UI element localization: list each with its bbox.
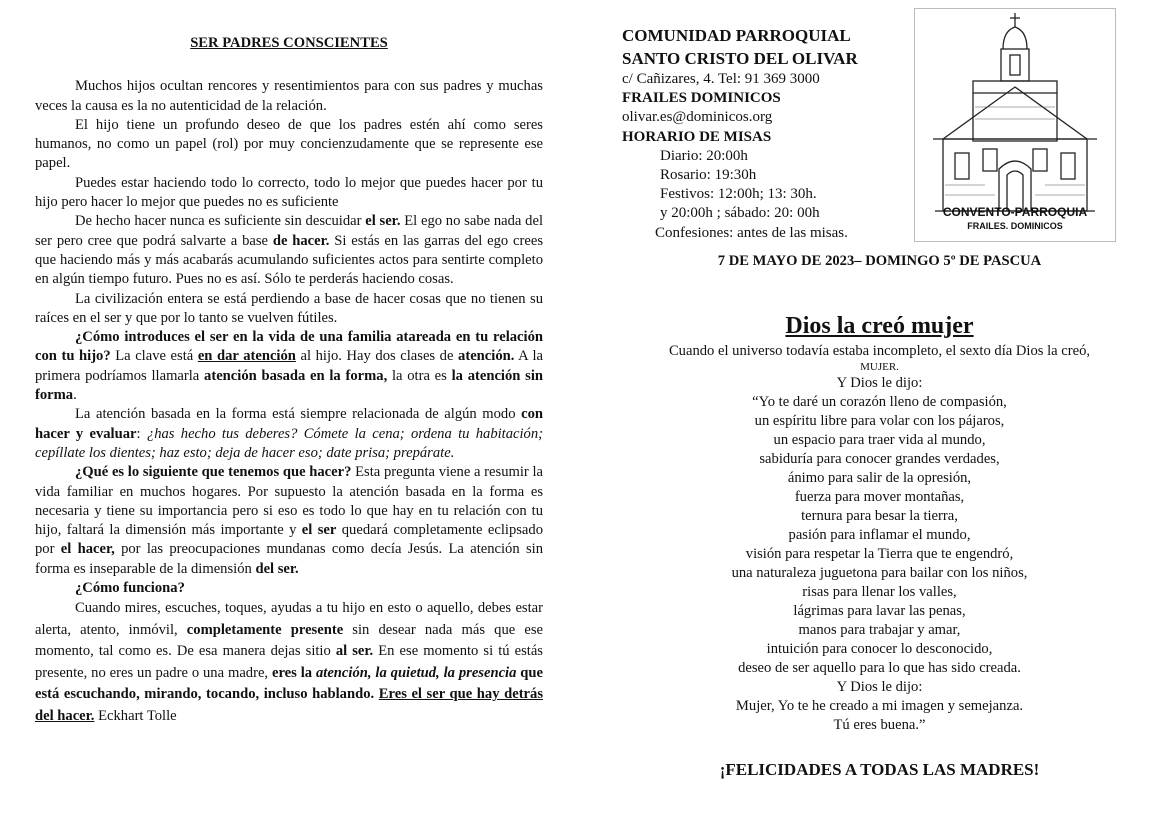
text-run: En ese momento si tú estás presente, no eres un padre o una madre, [35,643,543,681]
text-run-bold-italic: atención, la quietud, la presencia [315,664,517,681]
schedule-title: HORARIO DE MISAS [622,128,772,145]
poem-line: “Yo te daré un corazón lleno de compasión, [752,394,1007,410]
church-illustration [914,8,1116,242]
image-caption-2: FRAILES. DOMINICOS [967,221,1063,231]
poem [622,312,1137,735]
parish-header [622,24,907,243]
paragraph-7 [35,405,543,463]
text-run-italic: ¿has hecho tus deberes? Cómete la cena; ordena tu habitación; cepíllate los dientes; haz esto; deja de hacer eso; date prisa; prepárate. [35,425,544,461]
text-run-bold: completamente presente [186,621,344,638]
article-column [35,34,543,727]
text-run-bold: ¿Cómo funciona? [75,580,185,597]
schedule-line: Diario: 20:00h [660,147,748,164]
poem-line: ánimo para salir de la opresión, [787,470,972,486]
poem-line: sabiduría para conocer grandes verdades, [759,451,1000,467]
text-run-bold: del ser. [255,560,299,577]
paragraph-2: El hijo tiene un profundo deseo de que los padres estén ahí como seres humanos, no como un papel (rol) por muy concienzudamente que se represente ese papel. [35,116,543,172]
confessions: Confesiones: antes de las misas. [655,224,848,241]
text-run: sin desear nada más que ese momento, tal como es. De esa manera dejas sitio [35,621,544,660]
text-run: : [136,425,147,442]
poem-line: Y Dios le dijo: [836,679,923,695]
poem-line: una naturaleza juguetona para bailar con los niños, [731,565,1028,581]
paragraph-5: La civilización entera se está perdiendo a base de hacer cosas que no tienen su raíces en el ser y que por lo tanto se vuelven fútiles. [35,290,543,326]
date-line: 7 DE MAYO DE 2023– DOMINGO 5º DE PASCUA [717,253,1042,269]
text-run: Cuando mires, escuches, toques, ayudas a tu hijo en esto o aquello, debes estar alerta, atento, inmóvil, [35,600,543,638]
text-run-bold: con hacer y evaluar [35,406,543,442]
poem-intro: Cuando el universo todavía estaba incompleto, el sexto día Dios la creó, [668,343,1091,359]
text-run: La atención basada en la forma está siempre relacionada de algún modo [75,406,522,423]
text-run-bold: el hacer, [60,541,115,558]
paragraph-10 [35,598,543,727]
paragraph-6 [35,328,543,405]
text-run: La clave está [110,348,198,365]
schedule-line: Festivos: 12:00h; 13: 30h. [660,186,817,203]
schedule-line: Rosario: 19:30h [660,167,757,184]
text-run: quedará completamente eclipsado por [35,522,543,558]
poem-line: Tú eres buena.” [833,717,926,733]
text-run-bold: el ser [301,522,337,539]
poem-line: ternura para besar la tierra, [801,508,958,524]
text-run-bold: que está escuchando, mirando, tocando, incluso hablando. [35,664,544,703]
closing-greeting: ¡FELICIDADES A TODAS LAS MADRES! [719,760,1040,779]
poem-line: risas para llenar los valles, [802,584,957,600]
text-run: El ego no sabe nada del ser pero cree que podrá salvarte a base [35,213,543,249]
image-caption-1: CONVENTO-PARROQUIA [942,205,1088,219]
text-run-bold: de hacer. [272,232,330,249]
text-run-bold-underline: en dar atención [197,348,296,365]
paragraph-1: Muchos hijos ocultan rencores y resentimientos para con sus padres y muchas veces la causa es la no autenticidad de la relación. [35,78,543,114]
text-run: De hecho hacer nunca es suficiente sin descuidar [75,213,366,230]
text-run: Esta pregunta viene a resumir la vida familiar en muchos hogares. Por supuesto la atención basada en la forma es necesaria y tiene su importancia pero si eso es todo lo que hay en tu relación con tu hijo, faltará la dimensión más importante y [35,464,543,539]
author-credit: Eckhart Tolle [94,707,177,724]
poem-line: visión para respetar la Tierra que te engendró, [745,546,1014,562]
article-title: SER PADRES CONSCIENTES [190,35,388,51]
paragraph-3: Puedes estar haciendo todo lo correcto, todo lo mejor que puedes hacer por tu hijo pero hacer lo mejor que puedes no es suficiente [35,174,543,211]
text-run: A la primera podríamos llamarla [35,348,544,384]
email: olivar.es@dominicos.org [622,109,773,126]
poem-line: pasión para inflamar el mundo, [788,527,971,543]
text-run-bold: atención. [458,348,515,365]
poem-line: un espíritu libre para volar con los pájaros, [754,413,1005,429]
org-name-1: COMUNIDAD PARROQUIAL [622,26,851,45]
poem-line: manos para trabajar y amar, [798,622,961,638]
poem-mujer: MUJER. [860,361,899,373]
text-run-bold: atención basada en la forma, [204,367,388,384]
poem-line: un espacio para traer vida al mundo, [773,432,986,448]
paragraph-8 [35,463,543,579]
text-run: . [73,387,77,404]
text-run-bold-underline: Eres el ser que hay detrás del hacer. [35,686,544,724]
text-run: la otra es [387,367,452,384]
text-run: por las preocupaciones mundanas como decía Jesús. La atención sin forma es inseparable de la dimensión [35,541,543,577]
schedule-line: y 20:00h ; sábado: 20: 00h [660,205,820,222]
poem-title: Dios la creó mujer [785,313,974,339]
poem-line: Mujer, Yo te he creado a mi imagen y semejanza. [735,698,1024,714]
paragraph-9 [35,579,543,598]
text-run-bold: el ser. [365,213,401,230]
poem-line: fuerza para mover montañas, [794,489,965,505]
text-run-bold: eres la [271,664,316,681]
text-run-bold: la atención sin forma [35,367,543,404]
text-run-bold: ¿Cómo introduces el ser en la vida de una familia atareada en tu relación con tu hijo? [35,329,543,365]
address: c/ Cañizares, 4. Tel: 91 369 3000 [622,71,820,87]
text-run: Si estás en las garras del ego crees que haciendo más y más acabarás acumulando suficientes actos para sentirte completo en algún tiempo futuro. Pues no es así. Sólo te perderás haciendo cosas. [35,232,544,288]
text-run: al hijo. Hay dos clases de [295,348,459,365]
poem-line: Y Dios le dijo: [836,375,923,391]
friars-label: FRAILES DOMINICOS [622,90,781,107]
poem-line: deseo de ser aquello para lo que has sido creada. [738,660,1021,676]
text-run-bold: ¿Qué es lo siguiente que tenemos que hacer? [75,464,352,481]
paragraph-4 [35,212,543,289]
text-run-bold: al ser. [335,643,374,660]
org-name-2: SANTO CRISTO DEL OLIVAR [622,49,858,68]
poem-line: lágrimas para lavar las penas, [793,603,966,619]
poem-line: intuición para conocer lo desconocido, [766,641,993,657]
